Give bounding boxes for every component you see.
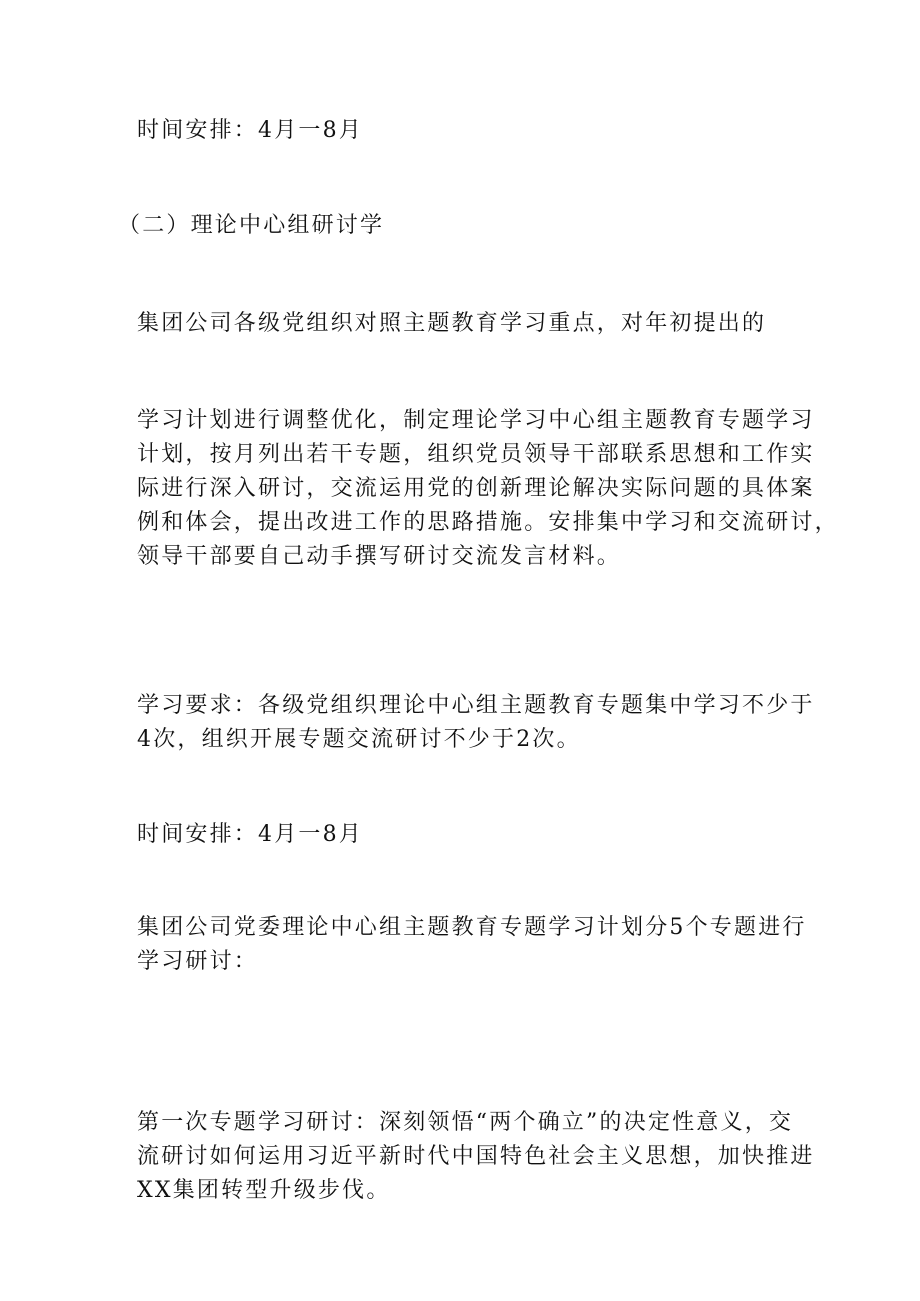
text-line: 时间安排：4月一8月 bbox=[137, 118, 363, 143]
text-line: 例和体会，提出改进工作的思路措施。安排集中学习和交流研讨， bbox=[137, 510, 839, 535]
text-line: 时间安排：4月一8月 bbox=[137, 822, 363, 847]
text-line: 4次，组织开展专题交流研讨不少于2次。 bbox=[137, 727, 581, 752]
intro-paragraph bbox=[137, 307, 797, 341]
body-paragraph bbox=[137, 404, 839, 574]
text-line: 集团公司党委理论中心组主题教育专题学习计划分5个专题进行 bbox=[137, 915, 807, 940]
time-schedule-paragraph bbox=[137, 818, 797, 852]
text-line: （二）理论中心组研讨学 bbox=[118, 213, 385, 238]
time-schedule-paragraph bbox=[137, 114, 797, 148]
text-line: 学习要求：各级党组织理论中心组主题教育专题集中学习不少于 bbox=[137, 693, 815, 718]
text-line: 流研讨如何运用习近平新时代中国特色社会主义思想，加快推进 bbox=[137, 1144, 815, 1169]
text-line: XX集团转型升级步伐。 bbox=[137, 1178, 391, 1203]
section-heading bbox=[118, 209, 778, 243]
text-line: 学习研讨： bbox=[137, 949, 259, 974]
text-line: 集团公司各级党组织对照主题教育学习重点，对年初提出的 bbox=[137, 311, 767, 336]
text-line: 计划，按月列出若干专题，组织党员领导干部联系思想和工作实 bbox=[137, 442, 815, 467]
text-line: 际进行深入研讨，交流运用党的创新理论解决实际问题的具体案 bbox=[137, 476, 815, 501]
text-line: 第一次专题学习研讨：深刻领悟“两个确立”的决定性意义，交 bbox=[137, 1110, 794, 1135]
plan-paragraph bbox=[137, 911, 807, 979]
text-line: 领导干部要自己动手撰写研讨交流发言材料。 bbox=[137, 544, 622, 569]
requirement-paragraph bbox=[137, 689, 815, 757]
text-line: 学习计划进行调整优化，制定理论学习中心组主题教育专题学习 bbox=[137, 408, 815, 433]
topic-paragraph bbox=[137, 1106, 815, 1208]
